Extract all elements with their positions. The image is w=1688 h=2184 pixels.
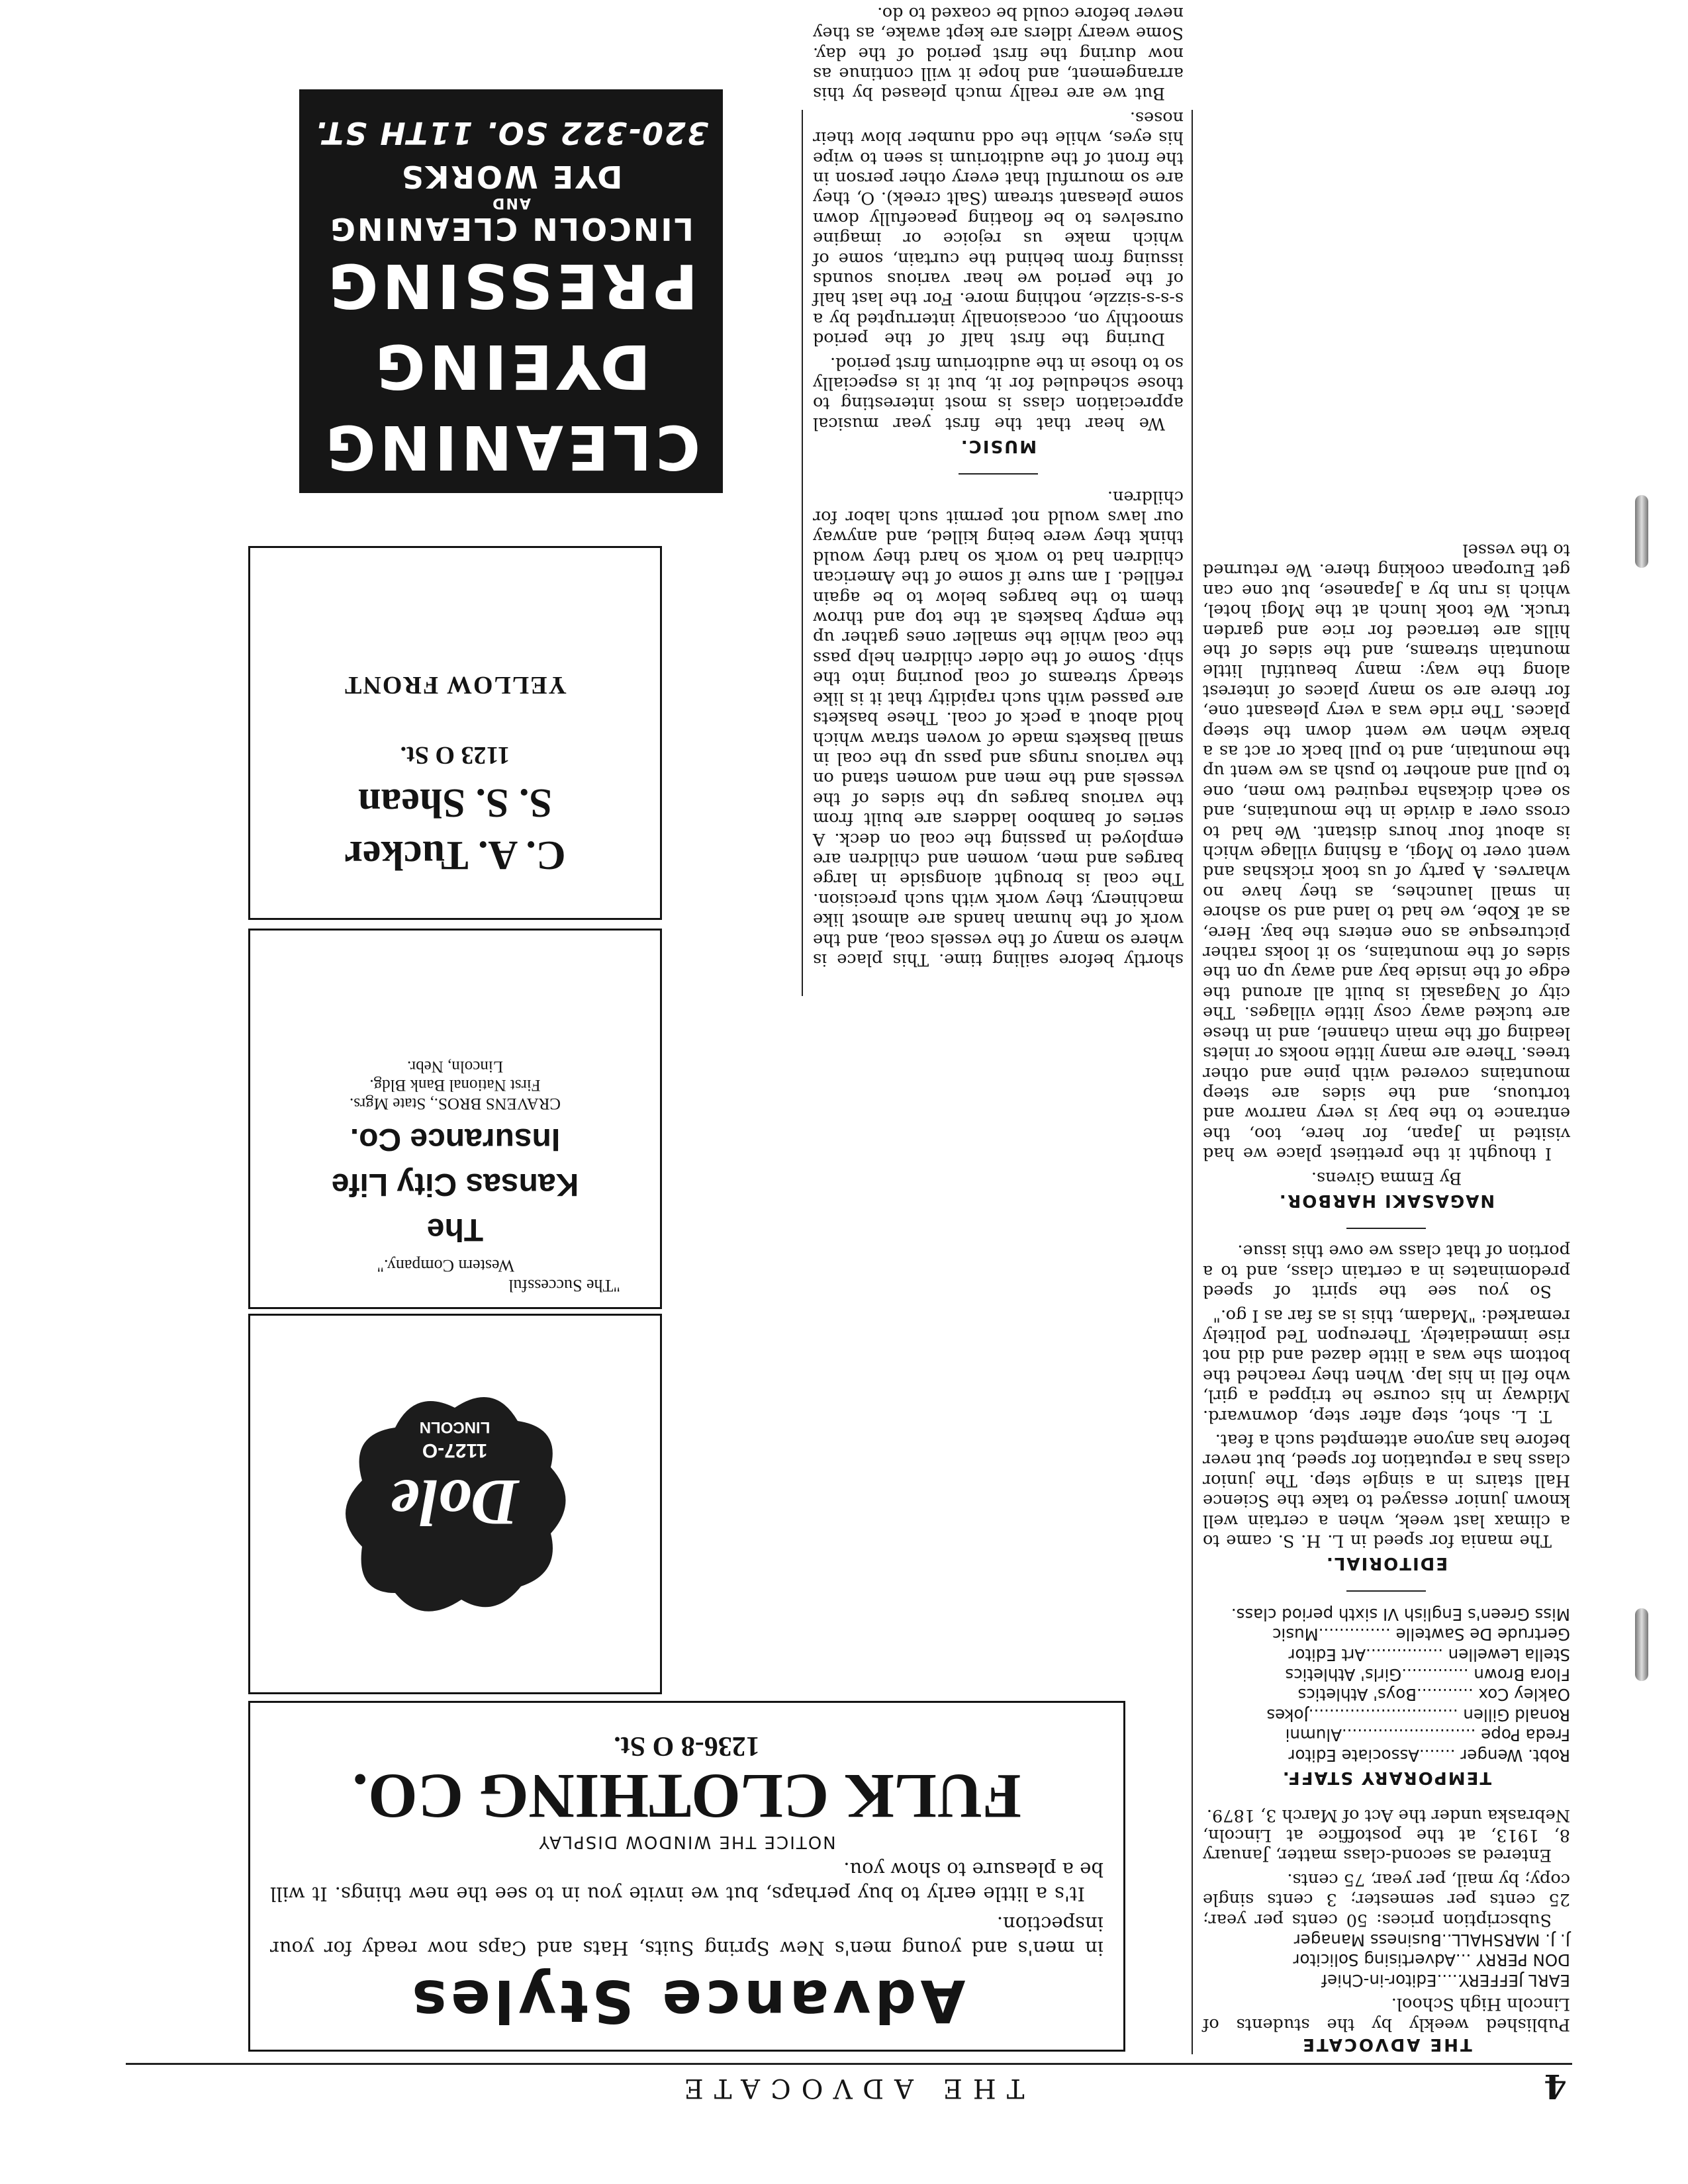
entry-notice: Entered as second-class matter, January 8, 1913, at the postoffice at Lincoln, Nebraska under the Act of March 3, 1879. — [1203, 1805, 1570, 1866]
dole-ad — [248, 1314, 662, 1694]
ad-tagline: "The Successful — [508, 1276, 620, 1295]
masthead: THE ADVOCATE — [673, 2073, 1025, 2103]
ad-name: S. S. Shean — [358, 780, 552, 825]
dole-address: 1127-O — [422, 1439, 488, 1461]
publisher-note: Published weekly by the students of Lincoln High School. — [1203, 1994, 1570, 2034]
masthead-box-title: THE ADVOCATE — [1301, 2034, 1472, 2054]
temp-staff-line: Robt. Wenger .......Associate Editor — [1288, 1745, 1570, 1765]
kansas-city-life-ad — [248, 929, 662, 1309]
nagasaki-heading: NAGASAKI HARBOR. — [1278, 1190, 1495, 1210]
temp-staff-line: Ronald Gillen .............................Jokes — [1266, 1705, 1570, 1725]
ad-headline: Advance Styles — [408, 1967, 966, 2035]
ad-service: PRESSING — [324, 250, 698, 321]
column-2 — [813, 0, 1184, 970]
ad-body: in men's and young men's New Spring Suits, Hats and Caps now ready for your inspection. — [270, 1913, 1103, 1960]
nagasaki-paragraph: I thought it the prettiest place we had visited in Japan, for here, too, the entrance to the bay is very narrow and tortuous, and the sides are steep mountains covered with pine and other trees. There are many little nooks or inlets leading off the main channel, and in these are tucked away cosy little villages. The city of Nagasaki is built all around the edge of the inside bay and away up on the sides of the mountains, so it looks rather picturesque as one enters the bay. Here, as at Kobe, we had to land and so ashore in small launches, as they have no wharves. A party of us took rickshas and went over to Mogi, a fishing village which is about four hours distant. We had to cross over a divide in the mountains, and so each dickasha required two men, one to pull and another to push as we went up the mountain, and to pull back or act as a brake when we went down the steep places. The ride was a very pleasant one, for there are so many places of interest along the way: many beautiful little mountain streams, and the sides of the hills are terraced for rice and garden truck. We took lunch at the Mogi hotel, which is run by a Japanese, but one can get European cooking there. We returned to the vessel — [1203, 539, 1570, 1164]
ad-company: LINCOLN CLEANING — [328, 211, 694, 247]
nagasaki-continued: shortly before sailing time. This place is where so many of the vessels coal, and the work of the human hands are almost like machinery, they work with such precision. The coal is brought alongside in large barges and men, women and children are employed in passing the coal on deck. A series of bamboo ladders are built from the various barges up the sides of the vessels and the men and women stand on the various rungs and pass up the coal in small baskets made of woven straw which hold about a peck of coal. These baskets are passed with such rapidity that it is like steady streams of coal pouring into the ship. Some of the older children help pass the coal while the smaller ones gather up the empty baskets at the top and throw them to the barges below to be again refilled. I am sure if some of the American children had to work so hard they would think they were being killed, and anyway our laws would not permit such labor for children. — [813, 486, 1184, 970]
column-1 — [1203, 536, 1570, 2054]
temp-staff-line: Flora Brown .............Girls' Athletics — [1285, 1665, 1570, 1685]
ad-notice: NOTICE THE WINDOW DISPLAY — [538, 1832, 836, 1852]
temp-staff-line: Stella Lewellen ...............Art Editor — [1288, 1645, 1570, 1664]
fulk-clothing-ad — [248, 1701, 1125, 2052]
ad-tagline: YELLOW FRONT — [344, 671, 567, 699]
section-divider — [959, 473, 1038, 475]
tucker-shean-ad — [248, 546, 662, 920]
column-rule — [1192, 110, 1193, 2054]
ad-name: C. A. Tucker — [344, 833, 566, 878]
ad-company-name: The — [426, 1212, 484, 1247]
ad-tagline: Western Company." — [377, 1256, 514, 1275]
music-heading: MUSIC. — [959, 436, 1037, 457]
binding-hole — [1635, 1608, 1648, 1681]
ad-and: AND — [491, 195, 531, 211]
music-paragraph: We hear that the first year musical appreciation class is most interesting to those scheduled for it, but it is especially so to those in the auditorium first period. — [813, 353, 1184, 433]
staff-line: J. J. MARSHALL..Business Manager — [1293, 1930, 1570, 1950]
editorial-paragraph: T. L. shot, step after step, downward. Midway in his course he tripped a girl, who fell in his lap. When they reached the bottom she was a little dazed and did not rise immediately. Thereupon Ted politely remarked: "Madam, this is as far as I go." — [1203, 1305, 1570, 1426]
ad-service: CLEANING — [322, 412, 700, 482]
header-rule — [126, 2063, 1572, 2065]
binding-hole — [1635, 495, 1648, 568]
ad-body: It's a little early to buy perhaps, but we invite you in to see the new things. It will be a pleasure to show you. — [270, 1858, 1103, 1905]
ad-company: FULK CLOTHING CO. — [352, 1761, 1021, 1832]
ad-service: DYEING — [371, 331, 651, 402]
ad-city: Lincoln, Nebr. — [406, 1058, 504, 1075]
temporary-staff-heading: TEMPORARY STAFF. — [1281, 1768, 1492, 1788]
dole-brand: Dole — [390, 1466, 520, 1539]
staff-line: EARL JEFFERY.....Editor-in-Chief — [1321, 1970, 1570, 1990]
lincoln-cleaning-ad — [299, 89, 723, 493]
temp-staff-line: Miss Green's English VI sixth period class. — [1231, 1604, 1570, 1624]
ad-company-name: Insurance Co. — [350, 1122, 561, 1157]
section-divider — [1347, 1590, 1427, 1592]
staff-line: DON PERRY ...Advertising Solicitor — [1293, 1950, 1570, 1970]
ad-bank: First National Bank Bldg. — [369, 1076, 541, 1094]
temp-staff-line: Oakley Cox ...........Boys' Athletics — [1297, 1685, 1570, 1705]
section-divider — [1347, 1228, 1427, 1229]
dole-city: LINCOLN — [419, 1418, 491, 1436]
music-paragraph: During the first half of the period smoothly on, occasionally interrupted by a s-s-s-sizzle, nothing more. For the last half of the period we hear various sounds issuing from behind the curtain, some of which make us rejoice or imagine ourselves to be floating peacefully down some pleasant stream (Salt creek). O, they are so mournful that every other person in the front of the auditorium is seen to wipe his eyes, while the odd number blow their noses. — [813, 107, 1184, 349]
ad-address: 320-322 SO. 11TH ST. — [314, 115, 708, 151]
nagasaki-byline: By Emma Givens. — [1311, 1167, 1462, 1188]
column-rule — [802, 110, 803, 996]
dole-logo — [250, 1316, 660, 1692]
ad-address: 1236-8 O St. — [614, 1731, 760, 1761]
temp-staff-line: Freda Pope ..........................Alumni — [1285, 1725, 1570, 1745]
editorial-paragraph: The mania for speed in L. H. S. came to a climax last week, when a certain well known junior essayed to take the Science Hall stairs in a single step. The junior class has a reputation for speed, but never before has anyone attempted such a feat. — [1203, 1430, 1570, 1551]
running-header — [126, 2066, 1572, 2106]
ad-company-name: Kansas City Life — [331, 1167, 579, 1202]
temp-staff-line: Gertrude De Sawtelle ..............Music — [1272, 1625, 1570, 1645]
ad-company: DYE WORKS — [399, 159, 623, 195]
page-number: 4 — [1544, 2067, 1567, 2106]
subscription-prices: Subscription prices: 50 cents per year; 25 cents per semester; 3 cents single copy; by mail, per year, 75 cents. — [1203, 1869, 1570, 1930]
ad-agents: CRAVENS BROS., State Mgrs. — [349, 1095, 561, 1113]
ad-address: 1123 O St. — [400, 741, 510, 769]
music-paragraph: But we are really much pleased by this arrangement, and hope it will continue as now during the first period of the day. Some weary idlers are kept awake, as they never before could be coaxed to do. — [813, 3, 1184, 104]
editorial-heading: EDITORIAL. — [1325, 1553, 1448, 1574]
editorial-paragraph: So you see the spirit of speed predominates in a certain class, and to a portion of that class we owe this issue. — [1203, 1241, 1570, 1302]
